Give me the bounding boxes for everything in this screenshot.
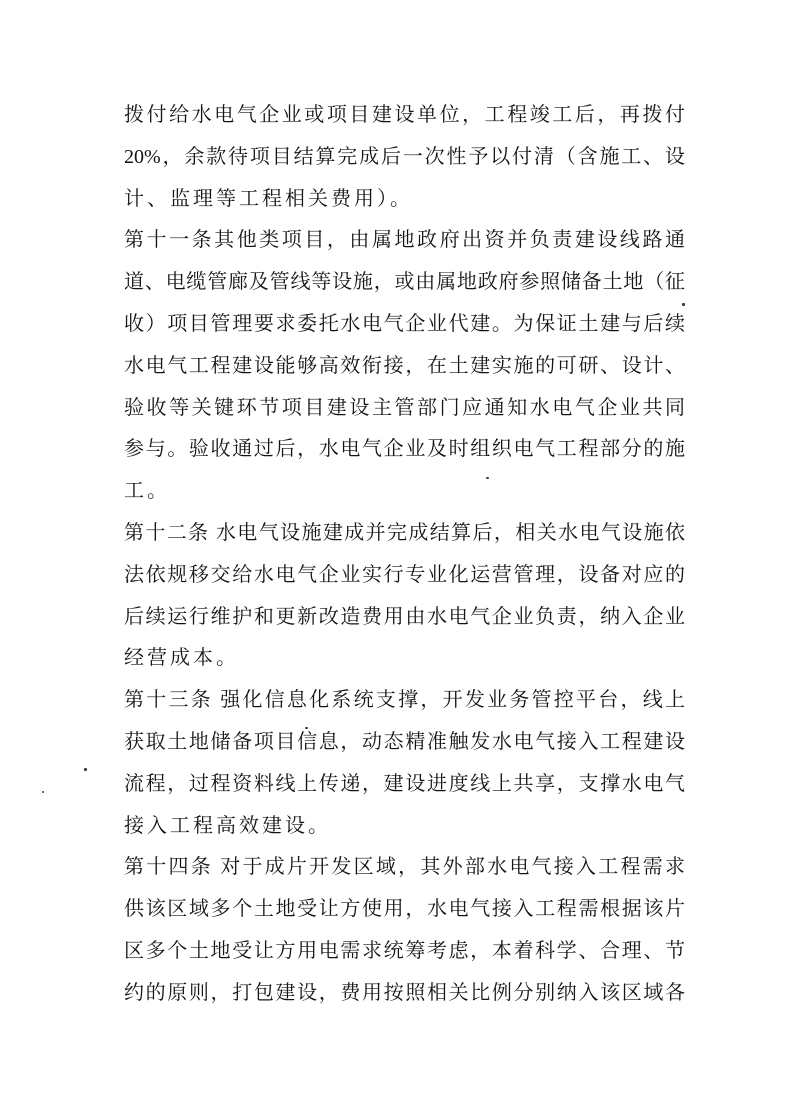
document-text-block <box>124 95 685 1015</box>
scan-speck <box>486 477 489 479</box>
text-line: 接入工程高效建设。 <box>124 814 331 837</box>
scan-speck <box>42 791 44 793</box>
text-line: 流程，过程资料线上传递，建设进度线上共享，支撑水电气 <box>124 772 685 795</box>
text-line: 后续运行维护和更新改造费用由水电气企业负责，纳入企业 <box>124 605 685 628</box>
text-line: 获取土地储备项目信息，动态精准触发水电气接入工程建设 <box>124 730 685 753</box>
text-line: 第十二条 水电气设施建成并完成结算后，相关水电气设施依 <box>124 521 685 544</box>
scan-speck <box>84 768 87 771</box>
text-line: 第十三条 强化信息化系统支撑，开发业务管控平台，线上 <box>124 689 685 712</box>
text-line: 区多个土地受让方用电需求统筹考虑，本着科学、合理、节 <box>124 939 685 962</box>
scan-speck <box>305 727 308 729</box>
text-line: 道、电缆管廊及管线等设施，或由属地政府参照储备土地（征 <box>124 271 685 294</box>
text-line: 参与。验收通过后，水电气企业及时组织电气工程部分的施 <box>124 438 685 461</box>
text-line: 法依规移交给水电气企业实行专业化运营管理，设备对应的 <box>124 563 685 586</box>
text-line: 经营成本。 <box>124 647 239 670</box>
text-line: 水电气工程建设能够高效衔接，在土建实施的可研、设计、 <box>124 354 685 377</box>
text-line: 20%，余款待项目结算完成后一次性予以付清（含施工、设 <box>124 145 685 168</box>
text-line: 收）项目管理要求委托水电气企业代建。为保证土建与后续 <box>124 312 685 335</box>
text-line: 拨付给水电气企业或项目建设单位，工程竣工后，再拨付 <box>124 104 685 126</box>
text-line: 计、监理等工程相关费用）。 <box>124 187 413 210</box>
text-line: 供该区域多个土地受让方使用，水电气接入工程需根据该片 <box>124 898 685 921</box>
text-line: 约的原则，打包建设，费用按照相关比例分别纳入该区域各 <box>124 981 685 1004</box>
text-line: 工。 <box>124 480 170 503</box>
text-line: 第十一条其他类项目，由属地政府出资并负责建设线路通 <box>124 229 685 252</box>
text-line: 验收等关键环节项目建设主管部门应通知水电气企业共同 <box>124 396 685 419</box>
scan-speck <box>682 303 685 306</box>
text-line: 第十四条 对于成片开发区域，其外部水电气接入工程需求 <box>124 856 685 879</box>
